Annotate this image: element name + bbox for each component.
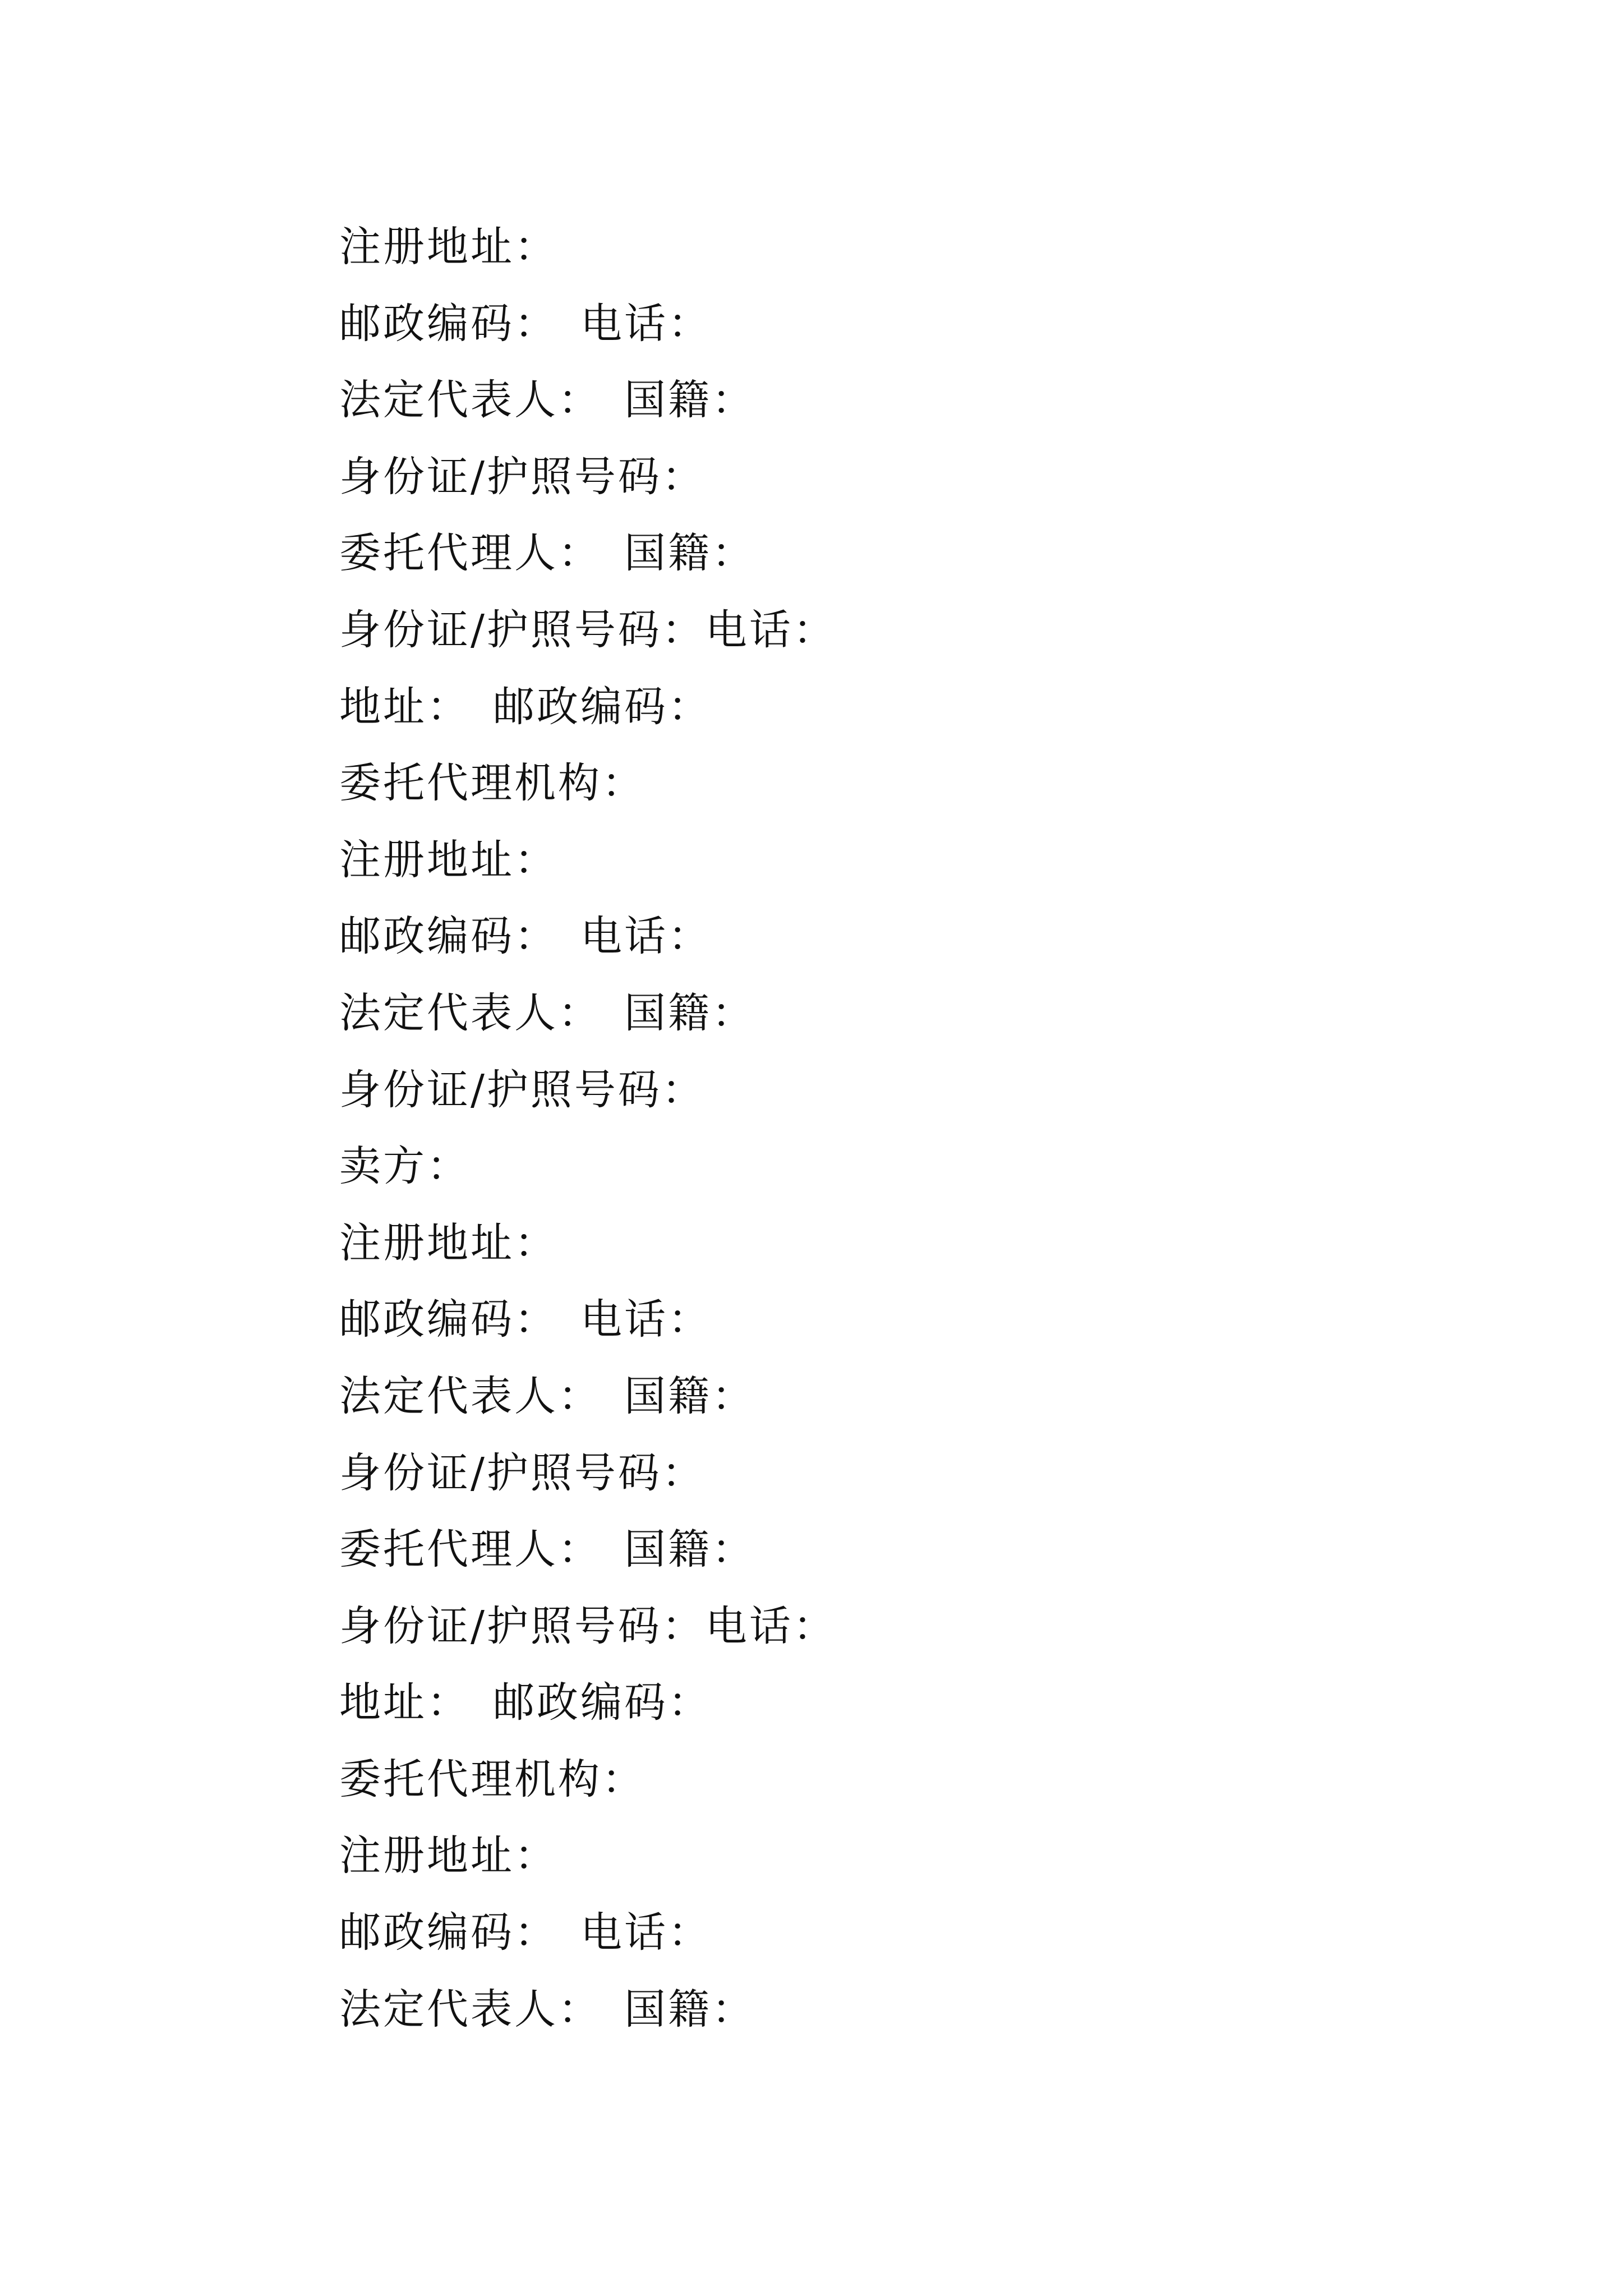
form-line — [339, 362, 1461, 439]
form-line — [339, 1358, 1461, 1435]
form-line — [339, 1818, 1461, 1894]
field-label: 法定代表人： — [339, 1372, 602, 1420]
form-line — [339, 975, 1461, 1052]
field-label: 法定代表人： — [339, 988, 602, 1037]
form-line — [339, 1741, 1461, 1818]
field-label: 电话： — [580, 299, 712, 348]
field-label: 邮政编码： — [493, 682, 712, 731]
form-line — [339, 1664, 1461, 1741]
field-label: 电话： — [580, 1295, 712, 1344]
field-label: 地址： — [339, 1678, 471, 1727]
field-label: 注册地址： — [339, 1832, 558, 1880]
form-line — [339, 209, 1461, 286]
field-label: 法定代表人： — [339, 1985, 602, 2033]
form-line — [339, 515, 1461, 592]
field-label: 邮政编码： — [339, 299, 558, 348]
form-line — [339, 286, 1461, 362]
field-label: 身份证/护照号码：电话： — [339, 605, 837, 654]
field-label: 委托代理人： — [339, 529, 602, 578]
field-label: 身份证/护照号码： — [339, 452, 706, 501]
form-line — [339, 669, 1461, 746]
field-label: 国籍： — [624, 1525, 755, 1574]
field-label: 委托代理机构： — [339, 759, 645, 808]
field-label: 注册地址： — [339, 1218, 558, 1267]
form-line — [339, 1281, 1461, 1358]
field-label: 国籍： — [624, 988, 755, 1037]
field-label: 身份证/护照号码： — [339, 1448, 706, 1497]
form-line — [339, 898, 1461, 975]
form-line — [339, 1435, 1461, 1512]
form-field-list — [339, 209, 1461, 2047]
form-line — [339, 1511, 1461, 1588]
field-label: 法定代表人： — [339, 376, 602, 425]
field-label: 国籍： — [624, 376, 755, 425]
field-label: 邮政编码： — [339, 1295, 558, 1344]
form-line — [339, 822, 1461, 899]
field-label: 注册地址： — [339, 223, 558, 271]
field-label: 身份证/护照号码：电话： — [339, 1602, 837, 1650]
form-line — [339, 1894, 1461, 1971]
form-line — [339, 1971, 1461, 2048]
form-line — [339, 1052, 1461, 1129]
field-label: 卖方： — [339, 1142, 471, 1191]
form-line — [339, 1205, 1461, 1282]
form-line — [339, 1128, 1461, 1205]
form-line — [339, 1588, 1461, 1665]
field-label: 邮政编码： — [339, 912, 558, 961]
field-label: 身份证/护照号码： — [339, 1065, 706, 1114]
form-line — [339, 592, 1461, 669]
field-label: 邮政编码： — [339, 1908, 558, 1957]
field-label: 地址： — [339, 682, 471, 731]
field-label: 委托代理人： — [339, 1525, 602, 1574]
form-line — [339, 439, 1461, 516]
form-line — [339, 745, 1461, 822]
field-label: 注册地址： — [339, 835, 558, 884]
field-label: 国籍： — [624, 1372, 755, 1420]
field-label: 委托代理机构： — [339, 1755, 645, 1803]
field-label: 电话： — [580, 1908, 712, 1957]
field-label: 国籍： — [624, 529, 755, 578]
field-label: 电话： — [580, 912, 712, 961]
field-label: 邮政编码： — [493, 1678, 712, 1727]
field-label: 国籍： — [624, 1985, 755, 2033]
